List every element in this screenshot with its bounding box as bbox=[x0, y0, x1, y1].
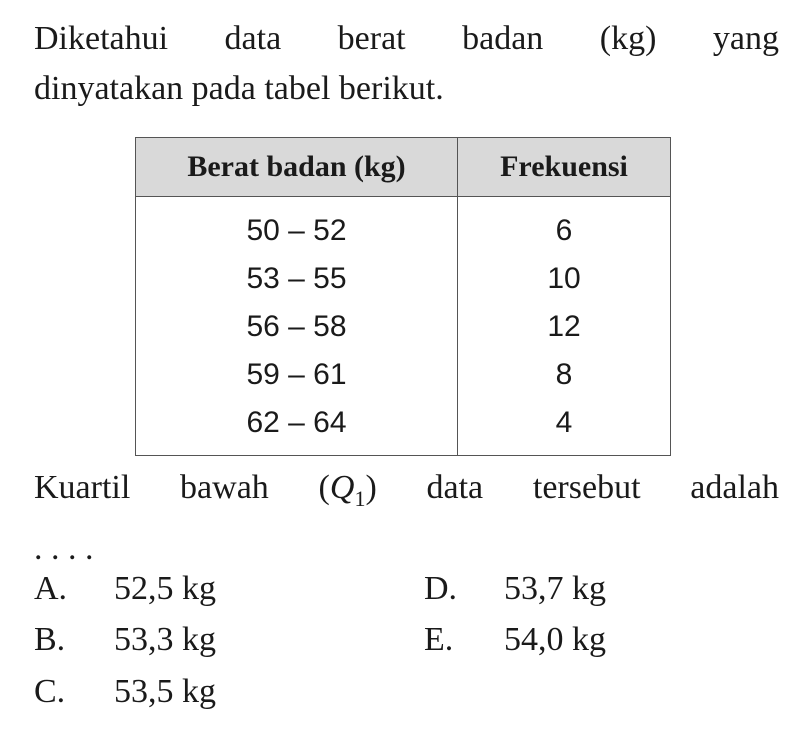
question-post: ) data tersebut adalah bbox=[365, 469, 779, 506]
option-letter: E. bbox=[424, 621, 454, 658]
question-pre: Kuartil bawah ( bbox=[34, 469, 330, 506]
frequency-cell: 10 bbox=[458, 255, 671, 303]
weight-cell: 50 – 52 bbox=[136, 197, 458, 256]
question-ellipsis: . . . . bbox=[34, 530, 94, 567]
weight-cell: 56 – 58 bbox=[136, 303, 458, 351]
frequency-cell: 6 bbox=[458, 197, 671, 256]
weight-cell: 62 – 64 bbox=[136, 399, 458, 456]
option-letter: A. bbox=[34, 570, 68, 607]
option-letter: C. bbox=[34, 673, 66, 710]
weight-cell: 53 – 55 bbox=[136, 255, 458, 303]
frequency-table bbox=[135, 137, 671, 456]
intro-line-2: dinyatakan pada tabel berikut. bbox=[34, 70, 444, 107]
option-text: 53,5 kg bbox=[114, 673, 216, 710]
option-text: 53,7 kg bbox=[504, 570, 606, 607]
table-row bbox=[136, 399, 671, 456]
frequency-cell: 8 bbox=[458, 351, 671, 399]
intro-line-1: Diketahui data berat badan (kg) yang bbox=[34, 20, 779, 57]
weight-cell: 59 – 61 bbox=[136, 351, 458, 399]
header-weight: Berat badan (kg) bbox=[136, 138, 458, 197]
option-text: 54,0 kg bbox=[504, 621, 606, 658]
frequency-cell: 12 bbox=[458, 303, 671, 351]
question-text bbox=[34, 463, 779, 574]
option-d[interactable] bbox=[424, 569, 606, 609]
option-letter: B. bbox=[34, 621, 66, 658]
quartile-variable: Q bbox=[329, 469, 355, 506]
table-row bbox=[136, 255, 671, 303]
option-letter: D. bbox=[424, 570, 458, 607]
question-line-1 bbox=[34, 463, 779, 524]
header-frequency: Frekuensi bbox=[458, 138, 671, 197]
option-text: 52,5 kg bbox=[114, 570, 216, 607]
table-row bbox=[136, 303, 671, 351]
table-row bbox=[136, 351, 671, 399]
option-a[interactable] bbox=[34, 569, 216, 609]
option-b[interactable] bbox=[34, 620, 216, 660]
table-header-row bbox=[136, 138, 671, 197]
frequency-cell: 4 bbox=[458, 399, 671, 456]
table-row bbox=[136, 197, 671, 256]
option-e[interactable] bbox=[424, 620, 606, 660]
option-text: 53,3 kg bbox=[114, 621, 216, 658]
problem-intro bbox=[34, 14, 779, 114]
option-c[interactable] bbox=[34, 672, 216, 712]
quartile-subscript: 1 bbox=[354, 486, 366, 511]
